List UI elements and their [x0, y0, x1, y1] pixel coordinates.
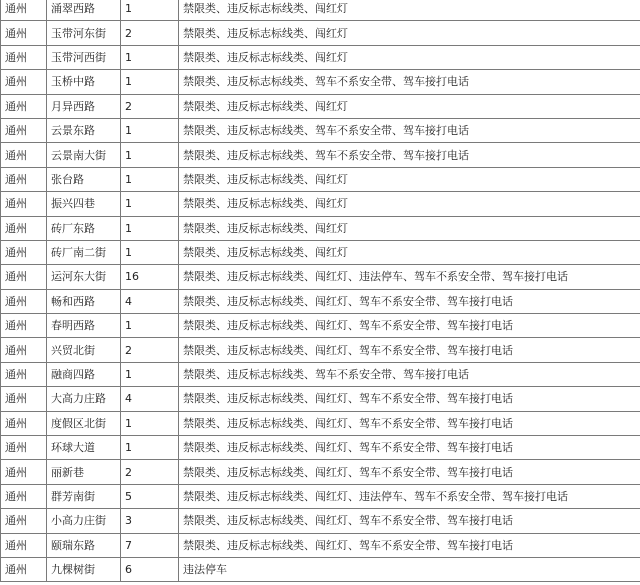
- district-cell: 通州: [1, 362, 47, 386]
- count-cell: 1: [121, 216, 179, 240]
- violation-types-cell: 禁限类、违反标志标线类、闯红灯: [179, 216, 640, 240]
- district-cell: 通州: [1, 460, 47, 484]
- road-cell: 玉桥中路: [47, 70, 121, 94]
- district-cell: 通州: [1, 436, 47, 460]
- violation-types-cell: 禁限类、违反标志标线类、闯红灯、驾车不系安全带、驾车接打电话: [179, 509, 640, 533]
- count-cell: 1: [121, 362, 179, 386]
- count-cell: 1: [121, 118, 179, 142]
- road-cell: 九棵树街: [47, 557, 121, 581]
- table-row: [1, 240, 640, 264]
- count-cell: 1: [121, 167, 179, 191]
- road-cell: 融商四路: [47, 362, 121, 386]
- count-cell: 1: [121, 70, 179, 94]
- district-cell: 通州: [1, 70, 47, 94]
- district-cell: 通州: [1, 509, 47, 533]
- district-cell: 通州: [1, 143, 47, 167]
- table-row: [1, 533, 640, 557]
- count-cell: 16: [121, 265, 179, 289]
- violation-types-cell: 禁限类、违反标志标线类、驾车不系安全带、驾车接打电话: [179, 362, 640, 386]
- count-cell: 7: [121, 533, 179, 557]
- table-row: [1, 484, 640, 508]
- table-row: [1, 509, 640, 533]
- district-cell: 通州: [1, 45, 47, 69]
- district-cell: 通州: [1, 387, 47, 411]
- count-cell: 3: [121, 509, 179, 533]
- road-cell: 丽新巷: [47, 460, 121, 484]
- road-cell: 张台路: [47, 167, 121, 191]
- violation-types-cell: 禁限类、违反标志标线类、闯红灯、驾车不系安全带、驾车接打电话: [179, 533, 640, 557]
- count-cell: 1: [121, 436, 179, 460]
- violation-types-cell: 禁限类、违反标志标线类、闯红灯、违法停车、驾车不系安全带、驾车接打电话: [179, 265, 640, 289]
- table-body: [1, 0, 640, 582]
- violation-types-cell: 禁限类、违反标志标线类、驾车不系安全带、驾车接打电话: [179, 70, 640, 94]
- violation-types-cell: 禁限类、违反标志标线类、驾车不系安全带、驾车接打电话: [179, 118, 640, 142]
- table-row: [1, 167, 640, 191]
- count-cell: 5: [121, 484, 179, 508]
- road-cell: 玉带河东街: [47, 21, 121, 45]
- count-cell: 1: [121, 45, 179, 69]
- table-row: [1, 362, 640, 386]
- district-cell: 通州: [1, 411, 47, 435]
- district-cell: 通州: [1, 94, 47, 118]
- table-row: [1, 411, 640, 435]
- count-cell: 2: [121, 460, 179, 484]
- road-cell: 月异西路: [47, 94, 121, 118]
- road-cell: 云景东路: [47, 118, 121, 142]
- district-cell: 通州: [1, 265, 47, 289]
- district-cell: 通州: [1, 167, 47, 191]
- district-cell: 通州: [1, 118, 47, 142]
- district-cell: 通州: [1, 338, 47, 362]
- district-cell: 通州: [1, 0, 47, 21]
- count-cell: 1: [121, 0, 179, 21]
- violation-types-cell: 禁限类、违反标志标线类、闯红灯、驾车不系安全带、驾车接打电话: [179, 387, 640, 411]
- district-cell: 通州: [1, 216, 47, 240]
- district-cell: 通州: [1, 533, 47, 557]
- district-cell: 通州: [1, 289, 47, 313]
- road-cell: 砖厂南二街: [47, 240, 121, 264]
- district-cell: 通州: [1, 484, 47, 508]
- count-cell: 1: [121, 411, 179, 435]
- violation-types-cell: 禁限类、违反标志标线类、闯红灯、驾车不系安全带、驾车接打电话: [179, 460, 640, 484]
- road-cell: 振兴四巷: [47, 192, 121, 216]
- district-cell: 通州: [1, 21, 47, 45]
- road-cell: 运河东大街: [47, 265, 121, 289]
- count-cell: 1: [121, 314, 179, 338]
- violation-types-cell: 禁限类、违反标志标线类、驾车不系安全带、驾车接打电话: [179, 143, 640, 167]
- count-cell: 6: [121, 557, 179, 581]
- road-cell: 涌翠西路: [47, 0, 121, 21]
- road-cell: 兴贸北街: [47, 338, 121, 362]
- district-cell: 通州: [1, 192, 47, 216]
- count-cell: 1: [121, 240, 179, 264]
- road-cell: 春明西路: [47, 314, 121, 338]
- road-cell: 大高力庄路: [47, 387, 121, 411]
- road-cell: 畅和西路: [47, 289, 121, 313]
- road-cell: 度假区北街: [47, 411, 121, 435]
- violation-types-cell: 禁限类、违反标志标线类、闯红灯、违法停车、驾车不系安全带、驾车接打电话: [179, 484, 640, 508]
- road-cell: 群芳南街: [47, 484, 121, 508]
- table-row: [1, 94, 640, 118]
- table-row: [1, 387, 640, 411]
- violation-types-cell: 禁限类、违反标志标线类、闯红灯、驾车不系安全带、驾车接打电话: [179, 411, 640, 435]
- table-row: [1, 314, 640, 338]
- violation-types-cell: 禁限类、违反标志标线类、闯红灯、驾车不系安全带、驾车接打电话: [179, 436, 640, 460]
- violation-types-cell: 禁限类、违反标志标线类、闯红灯、驾车不系安全带、驾车接打电话: [179, 338, 640, 362]
- road-cell: 小高力庄街: [47, 509, 121, 533]
- table-row: [1, 338, 640, 362]
- table-row: [1, 216, 640, 240]
- district-cell: 通州: [1, 557, 47, 581]
- table-row: [1, 143, 640, 167]
- count-cell: 1: [121, 192, 179, 216]
- violation-types-cell: 禁限类、违反标志标线类、闯红灯: [179, 21, 640, 45]
- violation-types-cell: 禁限类、违反标志标线类、闯红灯: [179, 167, 640, 191]
- violation-types-cell: 禁限类、违反标志标线类、闯红灯: [179, 45, 640, 69]
- count-cell: 2: [121, 94, 179, 118]
- district-cell: 通州: [1, 240, 47, 264]
- table-row: [1, 289, 640, 313]
- road-cell: 云景南大街: [47, 143, 121, 167]
- violation-types-cell: 禁限类、违反标志标线类、闯红灯: [179, 192, 640, 216]
- count-cell: 1: [121, 143, 179, 167]
- violation-types-cell: 禁限类、违反标志标线类、闯红灯: [179, 94, 640, 118]
- table-row: [1, 118, 640, 142]
- violation-types-cell: 违法停车: [179, 557, 640, 581]
- violation-types-cell: 禁限类、违反标志标线类、闯红灯: [179, 0, 640, 21]
- road-cell: 环球大道: [47, 436, 121, 460]
- road-cell: 玉带河西街: [47, 45, 121, 69]
- table-row: [1, 557, 640, 581]
- table-row: [1, 436, 640, 460]
- table-row: [1, 460, 640, 484]
- count-cell: 2: [121, 338, 179, 362]
- count-cell: 4: [121, 387, 179, 411]
- violation-types-cell: 禁限类、违反标志标线类、闯红灯: [179, 240, 640, 264]
- table-row: [1, 265, 640, 289]
- road-cell: 砖厂东路: [47, 216, 121, 240]
- violation-types-cell: 禁限类、违反标志标线类、闯红灯、驾车不系安全带、驾车接打电话: [179, 289, 640, 313]
- table-row: [1, 0, 640, 21]
- violation-types-cell: 禁限类、违反标志标线类、闯红灯、驾车不系安全带、驾车接打电话: [179, 314, 640, 338]
- count-cell: 4: [121, 289, 179, 313]
- table-row: [1, 21, 640, 45]
- table-row: [1, 192, 640, 216]
- table-row: [1, 45, 640, 69]
- table-row: [1, 70, 640, 94]
- road-cell: 颐瑞东路: [47, 533, 121, 557]
- count-cell: 2: [121, 21, 179, 45]
- district-cell: 通州: [1, 314, 47, 338]
